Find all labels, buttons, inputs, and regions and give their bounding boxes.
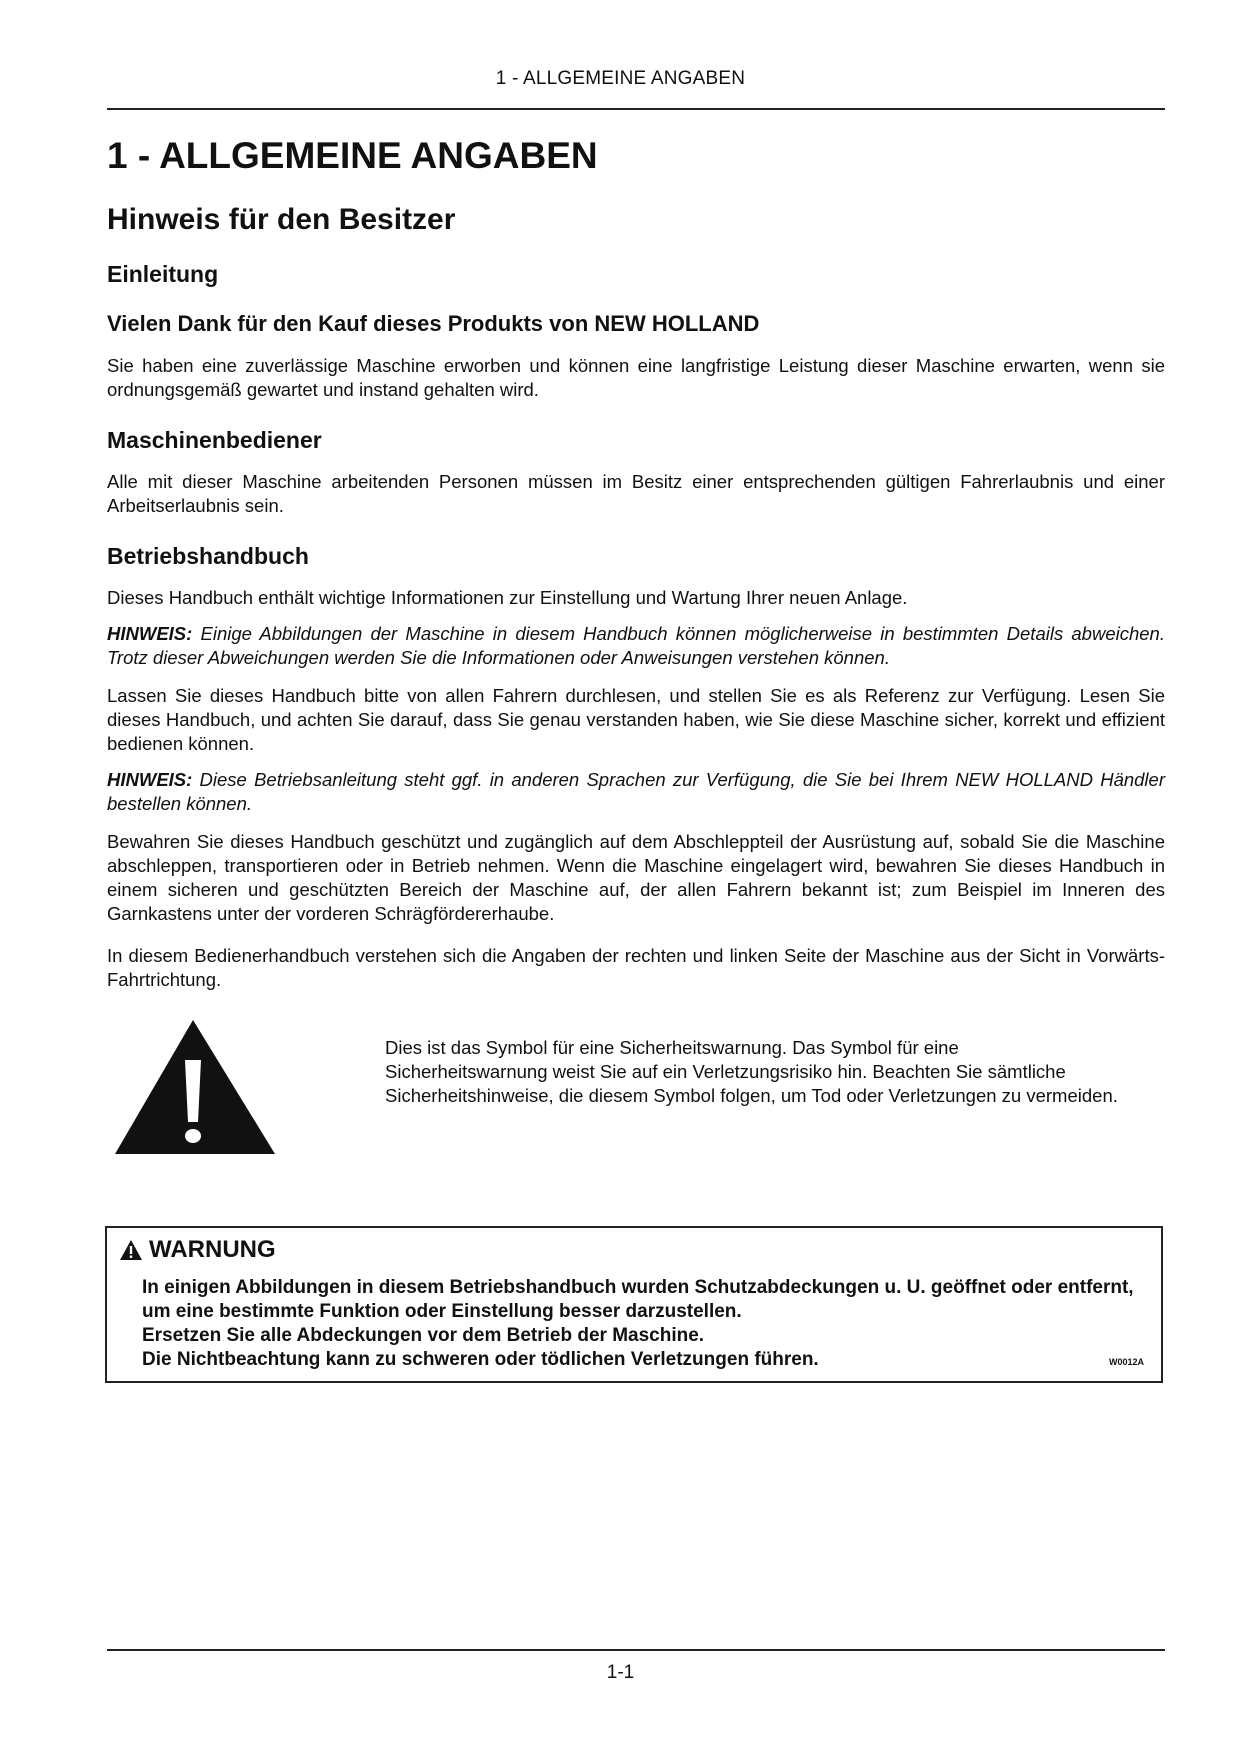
operators-heading: Maschinenbediener	[107, 427, 322, 453]
note-2-text: Diese Betriebsanleitung steht ggf. in anderen Sprachen zur Verfügung, die Sie bei Ihrem NEW HOLLAND Händler bestellen können.	[107, 769, 1165, 814]
note-1-text: Einige Abbildungen der Maschine in diesem Handbuch können möglicherweise in bestimmten Details abweichen. Trotz dieser Abweichungen werden Sie die Informationen oder Anweisungen verstehen können.	[107, 623, 1165, 668]
note-2-label: HINWEIS:	[107, 769, 193, 790]
page-content	[107, 134, 1165, 1168]
manual-paragraph-4: In diesem Bedienerhandbuch verstehen sich die Angaben der rechten und linken Seite der Maschine aus der Sicht in Vorwärts-Fahrtrichtung.	[107, 945, 1165, 990]
chapter-title: 1 - ALLGEMEINE ANGABEN	[107, 135, 598, 176]
warning-title	[119, 1236, 276, 1264]
section-title: Hinweis für den Besitzer	[107, 203, 456, 236]
warning-line-3: Die Nichtbeachtung kann zu schweren oder tödlichen Verletzungen führen.	[142, 1349, 819, 1370]
warning-line-2: Ersetzen Sie alle Abdeckungen vor dem Betrieb der Maschine.	[142, 1325, 705, 1346]
header-rule	[107, 108, 1165, 110]
page-number: 1-1	[606, 1662, 635, 1683]
warning-box	[105, 1226, 1163, 1383]
manual-paragraph-1: Dieses Handbuch enthält wichtige Informationen zur Einstellung und Wartung Ihrer neuen Anlage.	[107, 587, 908, 608]
warning-title-text: WARNUNG	[149, 1236, 276, 1263]
footer-rule	[107, 1649, 1165, 1651]
safety-symbol-block	[107, 1018, 1165, 1168]
manual-paragraph-3: Bewahren Sie dieses Handbuch geschützt und zugänglich auf dem Abschleppteil der Ausrüstung auf, sobald Sie die Maschine abschleppen, transportieren oder in Betrieb nehmen. Wenn die Maschine eingelagert wird, bewahren Sie dieses Handbuch in einem sicheren und geschützten Bereich der Maschine auf, der allen Fahrern bekannt ist; zum Beispiel im Inneren des Garnkastens unter der vorderen Schrägfördererhaube.	[107, 831, 1165, 924]
operators-paragraph: Alle mit dieser Maschine arbeitenden Personen müssen im Besitz einer entsprechenden gültigen Fahrerlaubnis und einer Arbeitserlaubnis sein.	[107, 471, 1165, 516]
warning-code: W0012A	[1108, 1357, 1144, 1367]
thanks-heading: Vielen Dank für den Kauf dieses Produkts von NEW HOLLAND	[107, 311, 760, 336]
intro-paragraph: Sie haben eine zuverlässige Maschine erworben und können eine langfristige Leistung dieser Maschine erwarten, wenn sie ordnungsgemäß gewartet und instand gehalten wird.	[107, 355, 1165, 400]
intro-heading: Einleitung	[107, 261, 219, 287]
warning-text	[142, 1276, 1142, 1372]
running-header: 1 - ALLGEMEINE ANGABEN	[495, 68, 746, 89]
warning-small-icon	[119, 1239, 143, 1261]
manual-paragraph-2: Lassen Sie dieses Handbuch bitte von allen Fahrern durchlesen, und stellen Sie es als Referenz zur Verfügung. Lesen Sie dieses Handbuch, und achten Sie darauf, dass Sie genau verstanden haben, wie Sie diese Maschine sicher, korrekt und effizient bedienen können.	[107, 685, 1165, 754]
safety-symbol-text: Dies ist das Symbol für eine Sicherheitswarnung. Das Symbol für eine Sicherheitswarnung weist Sie auf ein Verletzungsrisiko hin. Beachten Sie sämtliche Sicherheitshinweise, die diesem Symbol folgen, um Tod oder Verletzungen zu vermeiden.	[385, 1037, 1118, 1106]
warning-line-1: In einigen Abbildungen in diesem Betriebshandbuch wurden Schutzabdeckungen u. U. geöffnet oder entfernt, um eine bestimmte Funktion oder Einstellung besser darzustellen.	[142, 1277, 1134, 1322]
note-2	[107, 768, 1165, 816]
manual-heading: Betriebshandbuch	[107, 543, 309, 569]
note-1	[107, 622, 1165, 670]
warning-triangle-icon	[113, 1018, 277, 1156]
note-1-label: HINWEIS:	[107, 623, 193, 644]
